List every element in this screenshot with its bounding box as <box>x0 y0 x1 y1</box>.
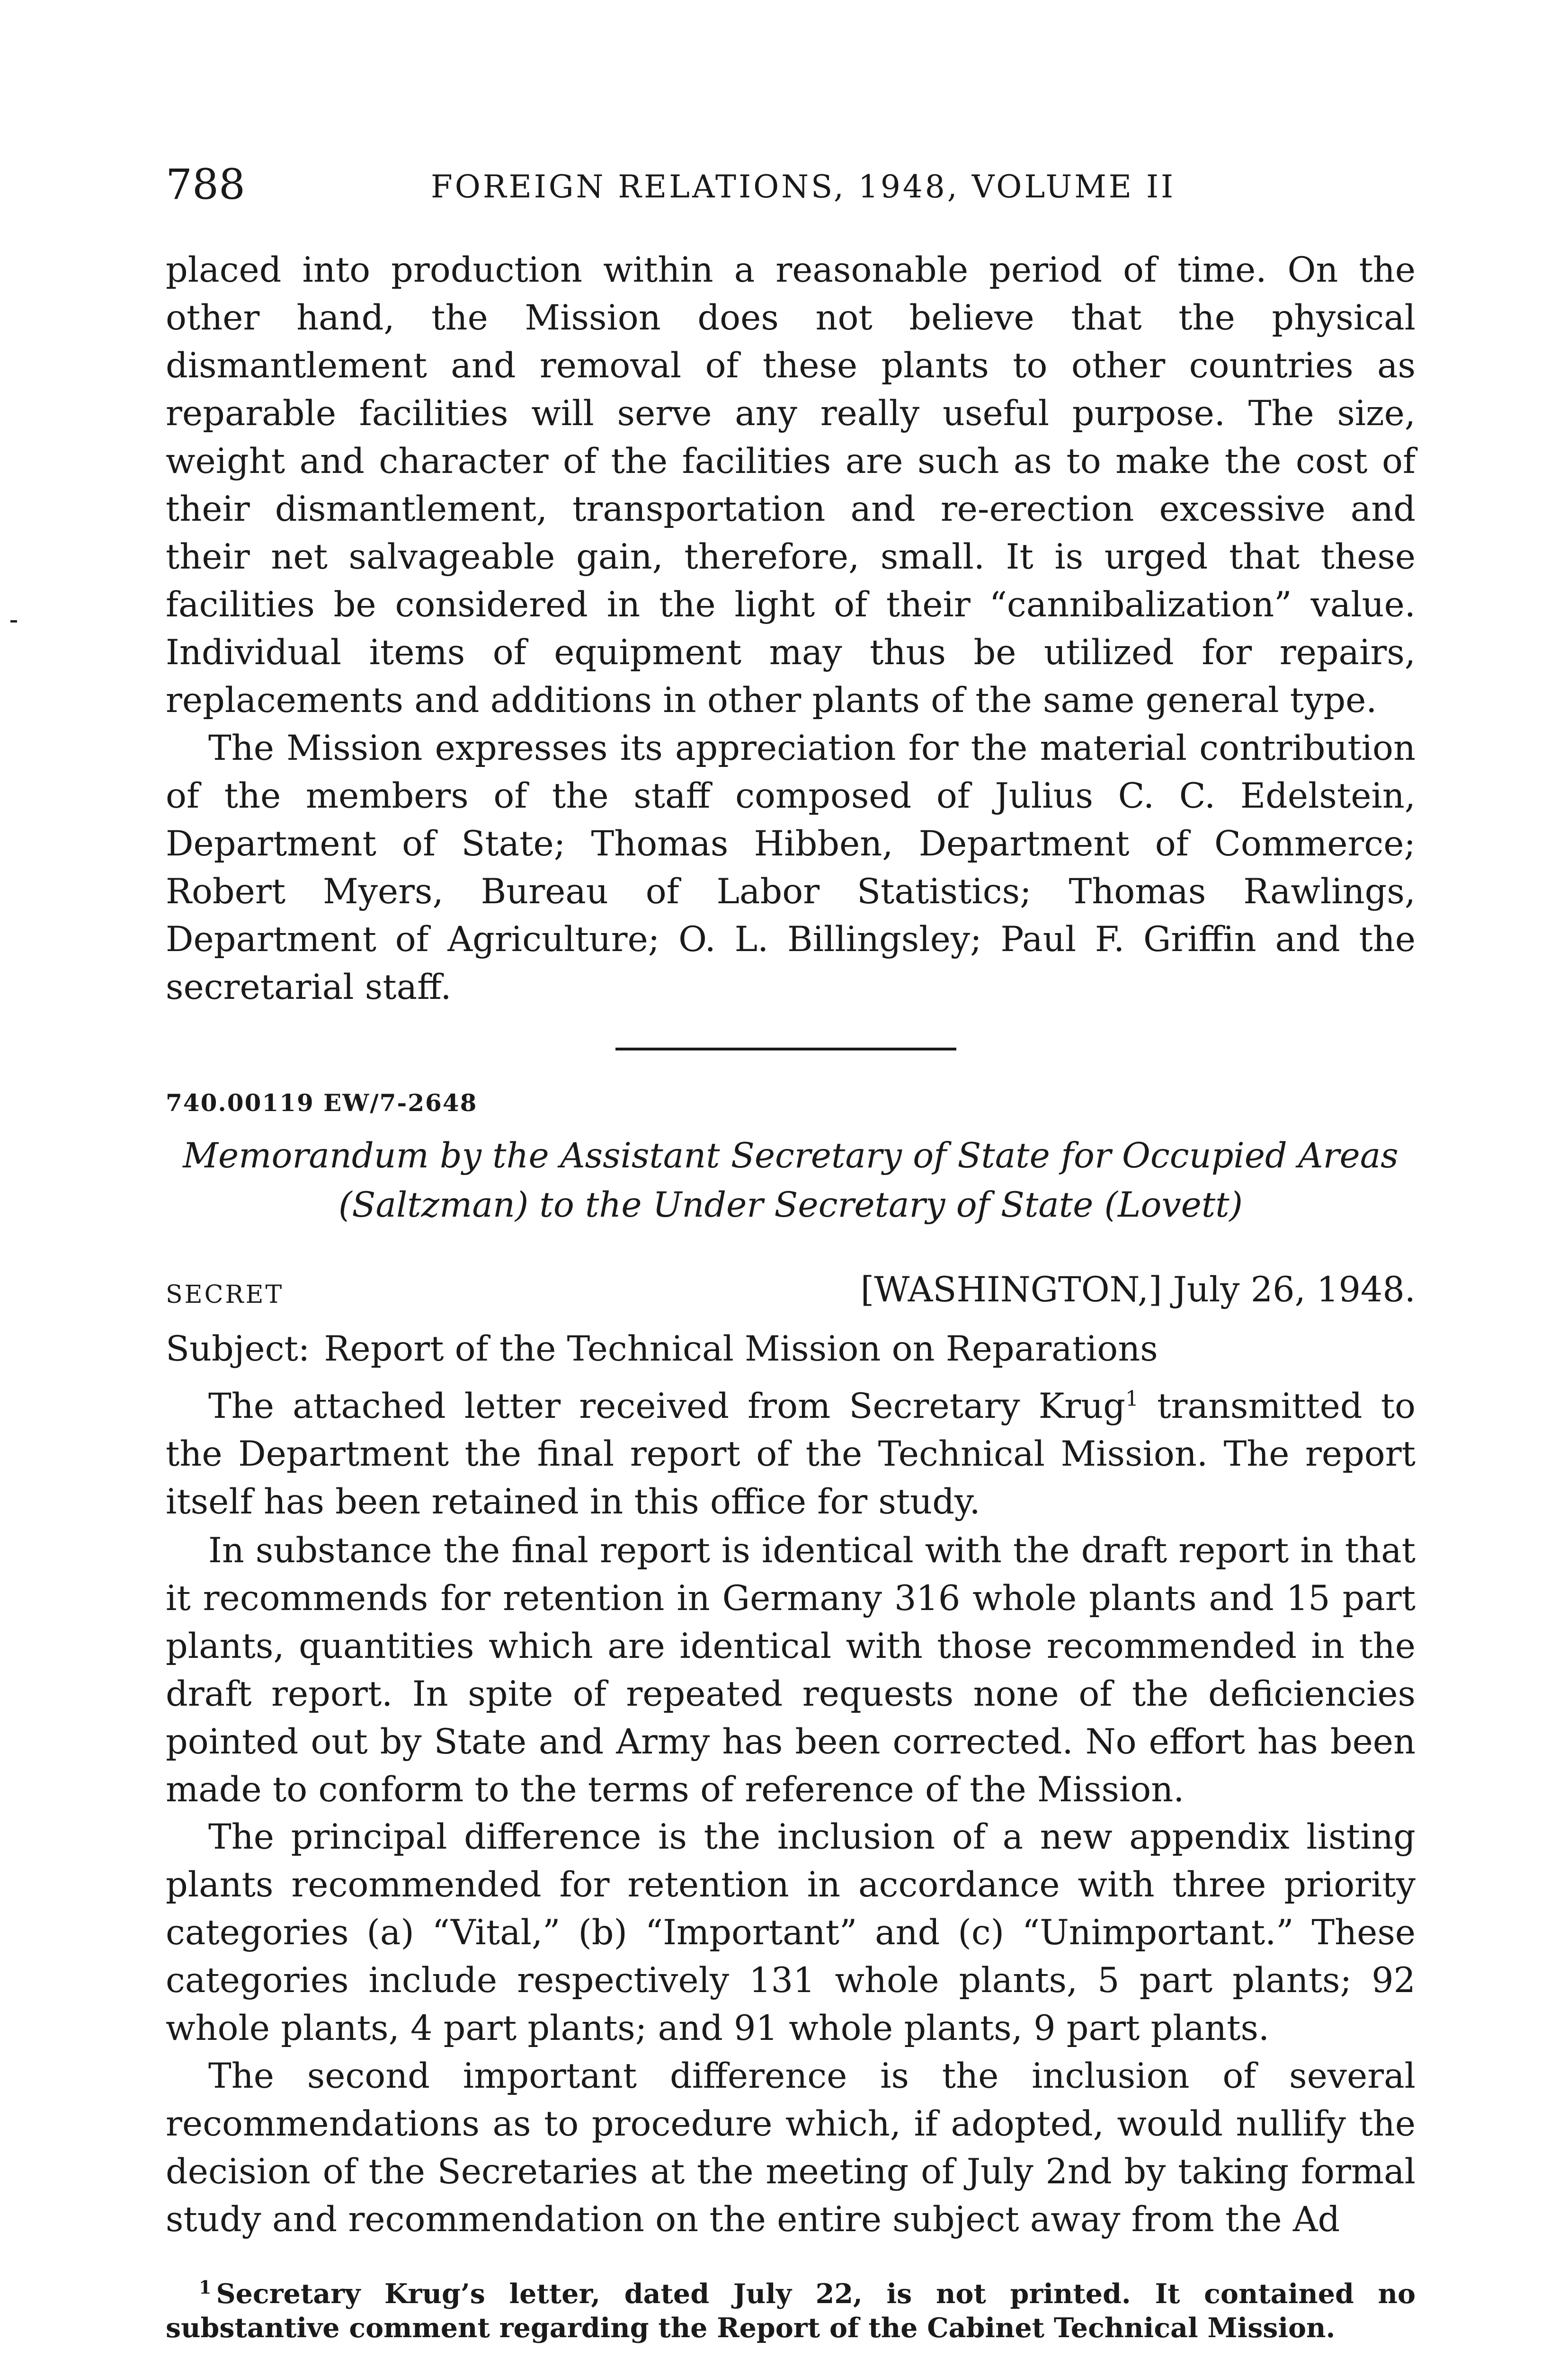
page-header <box>166 156 1416 213</box>
continuation-paragraph: placed into production within a reasonable period of time. On the other hand, the Mission does not believe that the physical dismantlement and removal of these plants to other countries as reparable facilities will serve any really useful purpose. The size, weight and character of the facilities are such as to make the cost of their dismantlement, transportation and re-erection excessive and their net salvageable gain, therefore, small. It is urged that these facilities be considered in the light of their “cannibalization” value. Individual items of equipment may thus be utilized for repairs, replacements and additions in other plants of the same general type. <box>166 250 1416 721</box>
subject-label: Subject: <box>166 1329 310 1369</box>
dateline: [WASHINGTON,] July 26, 1948. <box>860 1270 1416 1310</box>
footnote-reference: 1 <box>1125 1387 1139 1411</box>
classification-label: SECRET <box>166 1281 284 1309</box>
footnote <box>166 2277 1416 2345</box>
file-number: 740.00119 EW/7-2648 <box>166 1089 478 1117</box>
footnote-mark: 1 <box>199 2277 212 2298</box>
memo-paragraph-4: The second important difference is the inclusion of several recommendations as to procedure which, if adopted, would nullify the decision of the Secretaries at the meeting of July 2nd by taking formal study and recommendation on the entire subject away from the Ad <box>166 2056 1416 2240</box>
appreciation-paragraph: The Mission expresses its appreciation for the material contribution of the members of the staff composed of Julius C. C. Edelstein, Department of State; Thomas Hibben, Department of Commerce; Robert Myers, Bureau of Labor Statistics; Thomas Rawlings, Department of Agriculture; O. L. Billingsley; Paul F. Griffin and the secretarial staff. <box>166 728 1416 1007</box>
memo-paragraph-1-end: transmitted to the Department the final report of the Technical Mission. The report itself has been retained in this office for study. <box>166 1386 1416 1522</box>
footnote-text: Secretary Krug’s letter, dated July 22, is not printed. It contained no substantive comment regarding the Report of the Cabinet Technical Mission. <box>166 2278 1416 2344</box>
margin-mark <box>10 620 17 623</box>
page-number: 788 <box>166 160 245 209</box>
memo-paragraph-1-start: The attached letter received from Secretary Krug <box>208 1386 1125 1426</box>
subject-line <box>166 1323 1158 1375</box>
memo-paragraph-1 <box>166 1382 1416 1526</box>
running-head: FOREIGN RELATIONS, 1948, VOLUME II <box>431 169 1176 205</box>
memo-paragraph-2: In substance the final report is identical with the draft report in that it recommends for retention in Germany 316 whole plants and 15 part plants, quantities which are identical with those recommended in the draft report. In spite of repeated requests none of the deficiencies pointed out by State and Army has been corrected. No effort has been made to conform to the terms of reference of the Mission. <box>166 1531 1416 1810</box>
memo-title: Memorandum by the Assistant Secretary of State for Occupied Areas (Saltzman) to the Under Secretary of State (Lovett) <box>183 1136 1399 1225</box>
subject-text: Report of the Technical Mission on Reparations <box>324 1329 1158 1369</box>
memo-paragraph-3: The principal difference is the inclusion of a new appendix listing plants recommended for retention in accordance with three priority categories (a) “Vital,” (b) “Important” and (c) “Unimportant.” These categories include respectively 131 whole plants, 5 part plants; 92 whole plants, 4 part plants; and 91 whole plants, 9 part plants. <box>166 1817 1416 2048</box>
section-divider <box>615 1048 956 1050</box>
